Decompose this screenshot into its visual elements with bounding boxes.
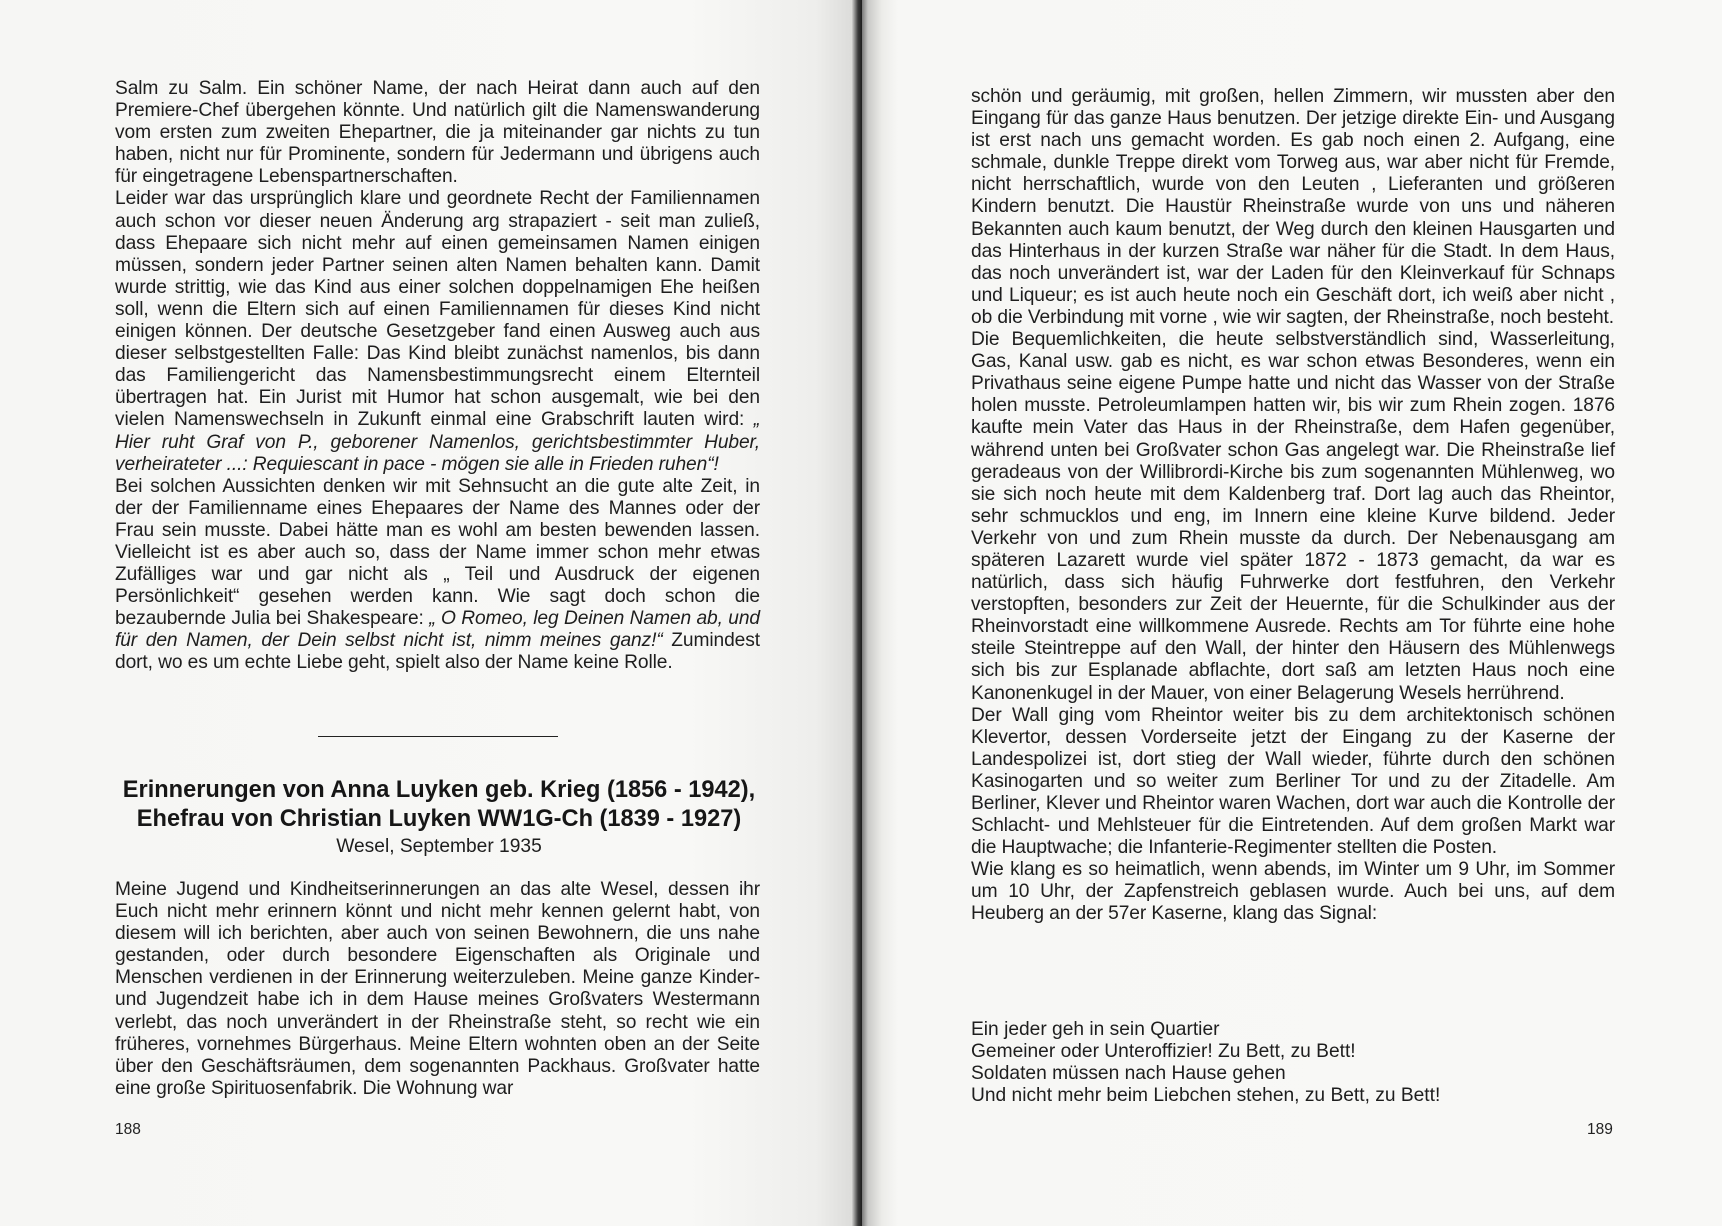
left-page-text: [115, 78, 760, 675]
article-dateline: Wesel, September 1935: [336, 836, 542, 857]
paragraph-text: Bei solchen Aussichten denken wir mit Sehnsucht an die gute alte Zeit, in der der Familienname eines Ehepaares der Name des Mannes oder der Frau sein musste. Dabei hätte man es wohl am besten bewenden lassen. Vielleicht ist es aber auch so, dass der Name immer schon mehr etwas Zufälliges war und gar nicht als „ Teil und Ausdruck der eigenen Persönlichkeit“ gesehen werden kann. Wie sagt doch schon die bezaubernde Julia bei Shakespeare:: [115, 475, 760, 630]
paragraph: Wie klang es so heimatlich, wenn abends, im Winter um 9 Uhr, im Sommer um 10 Uhr, der Zapfenstreich geblasen wurde. Auch bei uns, auf dem Heuberg an der 57er Kaserne, klang das Signal:: [971, 859, 1615, 925]
page-number-left: 188: [115, 1121, 141, 1138]
article-title: [100, 776, 778, 834]
signal-verse: [971, 1019, 1615, 1107]
paragraph-text: Salm zu Salm. Ein schöner Name, der nach Heirat dann auch auf den Premiere-Chef übergehen könnte. Und natürlich gilt die Namenswanderung vom ersten zum zweiten Ehepartner, die ja miteinander gar nichts zu tun haben, nicht nur für Prominente, sondern für Jedermann und übrigens auch für eingetragene Lebenspartnerschaften.: [115, 78, 760, 188]
verse-line: Soldaten müssen nach Hause gehen: [971, 1063, 1286, 1085]
section-divider: [318, 736, 558, 737]
quoted-epitaph: „ Hier ruht Graf von P., geborener Namenlos, gerichtsbestimmter Huber, verheirateter ...: Requiescant in pace - mögen sie alle in Frieden ruhen“!: [115, 409, 760, 475]
verse-line: Und nicht mehr beim Liebchen stehen, zu Bett, zu Bett!: [971, 1085, 1441, 1107]
paragraph: [115, 78, 760, 188]
paragraph: Die Bequemlichkeiten, die heute selbstverständlich sind, Wasserleitung, Gas, Kanal usw. gab es nicht, es war schon etwas Besonderes, wenn ein Privathaus seine eigene Pumpe hatte und nicht das Wasser von der Straße holen musste. Petroleumlampen hatten wir, bis wir zum Rhein zogen. 1876 kaufte mein Vater das Haus in der Rheinstraße, dem Hafen gegenüber, während unten bei Großvater schon Gas angelegt war. Die Rheinstraße lief geradeaus von der Willibrordi-Kirche bis zum sogenannten Mühlenweg, wo sie sich noch heute mit dem Kaldenberg traf. Dort lag auch das Rheintor, sehr schmucklos und eng, im Innern eine kleine Kurve bildend. Jeder Verkehr von und zum Rhein musste da durch. Der Nebenausgang am späteren Lazarett wurde viel später 1872 - 1873 gemacht, da war es natürlich, dass sich häufig Fuhrwerke dort festfuhren, den Verkehr verstopften, besonders zur Zeit der Heuernte, für die Schulkinder aus der Rheinvorstadt eine willkommene Ausrede. Rechts am Tor führte eine hohe steile Steintreppe auf den Wall, der hinter den Häusern des Mühlenwegs sich bis zur Esplanade abflachte, dort saß am letzten Haus noch eine Kanonenkugel in der Mauer, von einer Belagerung Wesels herrührend.: [971, 329, 1615, 704]
paragraph: [115, 476, 760, 675]
verse-line: Gemeiner oder Unteroffizier! Zu Bett, zu Bett!: [971, 1041, 1356, 1063]
article-intro-text: [115, 879, 760, 1100]
verse-line: Ein jeder geh in sein Quartier: [971, 1019, 1220, 1040]
paragraph-text: Zumindest dort, wo es um echte Liebe geht, spielt also der Name keine Rolle.: [115, 630, 760, 674]
article-title-line: Erinnerungen von Anna Luyken geb. Krieg (1856 - 1942),: [122, 777, 756, 803]
paragraph-text: Leider war das ursprünglich klare und geordnete Recht der Familiennamen auch schon vor dieser neuen Änderung arg strapaziert - seit man zuließ, dass Ehepaare sich nicht mehr auf einen gemeinsamen Namen einigen müssen, sondern jeder Partner seinen alten Namen behalten kann. Damit wurde strittig, wie das Kind aus einer solchen doppelnamigen Ehe heißen soll, wenn die Eltern sich auf einen Familiennamen für dieses Kind nicht einigen können. Der deutsche Gesetzgeber fand einen Ausweg auch aus dieser selbstgestellten Falle: Das Kind bleibt zunächst namenlos, bis dann das Familiengericht das Namensbestimmungsrecht einem Elternteil übertragen hat. Ein Jurist mit Humor hat schon ausgemalt, wie bei den vielen Namenswechseln in Zukunft einmal eine Grabschrift lauten wird:: [115, 188, 760, 431]
right-page-text: [971, 86, 1615, 926]
paragraph: Der Wall ging vom Rheintor weiter bis zu dem architektonisch schönen Klevertor, dessen Vorderseite jetzt der Eingang zu der Kaserne der Landespolizei ist, dort stieg der Wall wieder, führte durch den schönen Kasinogarten und so weiter zum Berliner Tor und zu der Zitadelle. Am Berliner, Klever und Rheintor waren Wachen, dort war auch die Kontrolle der Schlacht- und Mehlsteuer für die Eintretenden. Auf dem großen Markt war die Hauptwache; die Infanterie-Regimenter stellten die Posten.: [971, 704, 1615, 859]
article-title-line: Ehefrau von Christian Luyken WW1G-Ch (1839 - 1927): [136, 806, 742, 832]
paragraph: schön und geräumig, mit großen, hellen Zimmern, wir mussten aber den Eingang für das ganze Haus benutzen. Der jetzige direkte Ein- und Ausgang ist erst nach uns gemacht worden. Es gab noch einen 2. Aufgang, eine schmale, dunkle Treppe direkt vom Torweg aus, war aber nicht für Fremde, nicht herrschaftlich, wurde von den Leuten , Lieferanten und größeren Kindern benutzt. Die Haustür Rheinstraße wurde von uns und näheren Bekannten auch kaum benutzt, der Weg durch den kleinen Hausgarten und das Hinterhaus in der kurzen Straße war näher für die Stadt. In dem Haus, das noch unverändert ist, war der Laden für den Kleinverkauf für Schnaps und Liqueur; es ist auch heute noch ein Geschäft dort, ich weiß aber nicht , ob die Verbindung mit vorne , wie wir sagten, der Rheinstraße, noch besteht.: [971, 86, 1615, 328]
paragraph: Meine Jugend und Kindheitserinnerungen an das alte Wesel, dessen ihr Euch nicht mehr erinnern könnt und nicht mehr kennen gelernt habt, von diesem will ich berichten, aber auch von seinen Bewohnern, die uns nahe gestanden, oder durch besondere Eigenschaften als Originale und Menschen verdienen in der Erinnerung weiterzuleben. Meine ganze Kinder- und Jugendzeit habe ich in dem Hause meines Großvaters Westermann verlebt, das noch unverändert in der Rheinstraße steht, so recht wie ein früheres, vornehmes Bürgerhaus. Meine Eltern wohnten oben an der Seite über den Geschäftsräumen, dem sogenannten Packhaus. Großvater hatte eine große Spirituosenfabrik. Die Wohnung war: [115, 879, 760, 1099]
page-number-right: 189: [1587, 1121, 1613, 1138]
shakespeare-quote: „ O Romeo, leg Deinen Namen ab, und für den Namen, der Dein selbst nicht ist, nimm meines ganz!“: [115, 608, 760, 652]
paragraph: [115, 188, 760, 475]
book-gutter: [852, 0, 862, 1226]
